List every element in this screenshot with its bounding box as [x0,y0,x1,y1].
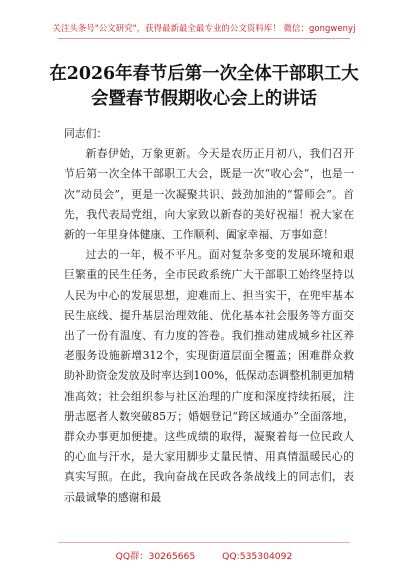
paragraph-1: 新春伊始，万象更新。今天是农历正月初八，我们召开节后第一次全体干部职工大会，既是一次“收心会”，也是一次“动员会”，更是一次凝聚共识、鼓劲加油的“誓师会”。首先，我代表局党组，向大家致以新春的美好祝福！祝大家在新的一年里身体健康、工作顺利、阖家幸福、万事如意！ [64,147,354,242]
footer-bar [0,548,408,562]
footer-qq: QQ:535304092 [222,551,293,562]
paragraph-2: 过去的一年，极不平凡。面对复杂多变的发展环境和艰巨繁重的民生任务，全市民政系统广大干部职工始终坚持以人民为中心的发展思想，迎难而上、担当实干，在兜牢基本民生底线、提升基层治理效能、优化基本社会服务等方面交出了一份有温度、有力度的答卷。我们推动建成城乡社区养老服务设施新增312个，实现街道层面全覆盖；困难群众救助补助资金发放及时率达到100%，低保动态调整机制更加精准高效；社会组织参与社区治理的广度和深度持续拓展，注册志愿者人数突破85万；婚姻登记“跨区域通办”全面落地，群众办事更加便捷。这些成绩的取得，凝聚着每一位民政人的心血与汗水，是大家用脚步丈量民情、用真情温暖民心的真实写照。在此，我向奋战在民政各条战线上的同志们，表示最诚挚的感谢和最 [64,248,354,504]
header-banner: 关注头条号"公文研究"，获得最新最全最专业的公文资料库！ 微信：gongwenyj [52,23,356,33]
title-line-1: 在2026年春节后第一次全体干部职工大 [49,64,359,84]
salutation: 同志们： [64,127,108,140]
footer-divider [58,542,350,543]
document-body [64,124,354,508]
title-line-2: 会暨春节假期收心会上的讲话 [90,89,318,109]
footer-qq-group: QQ群：30265665 [115,551,196,562]
document-title [0,62,408,112]
header-divider [58,38,350,39]
